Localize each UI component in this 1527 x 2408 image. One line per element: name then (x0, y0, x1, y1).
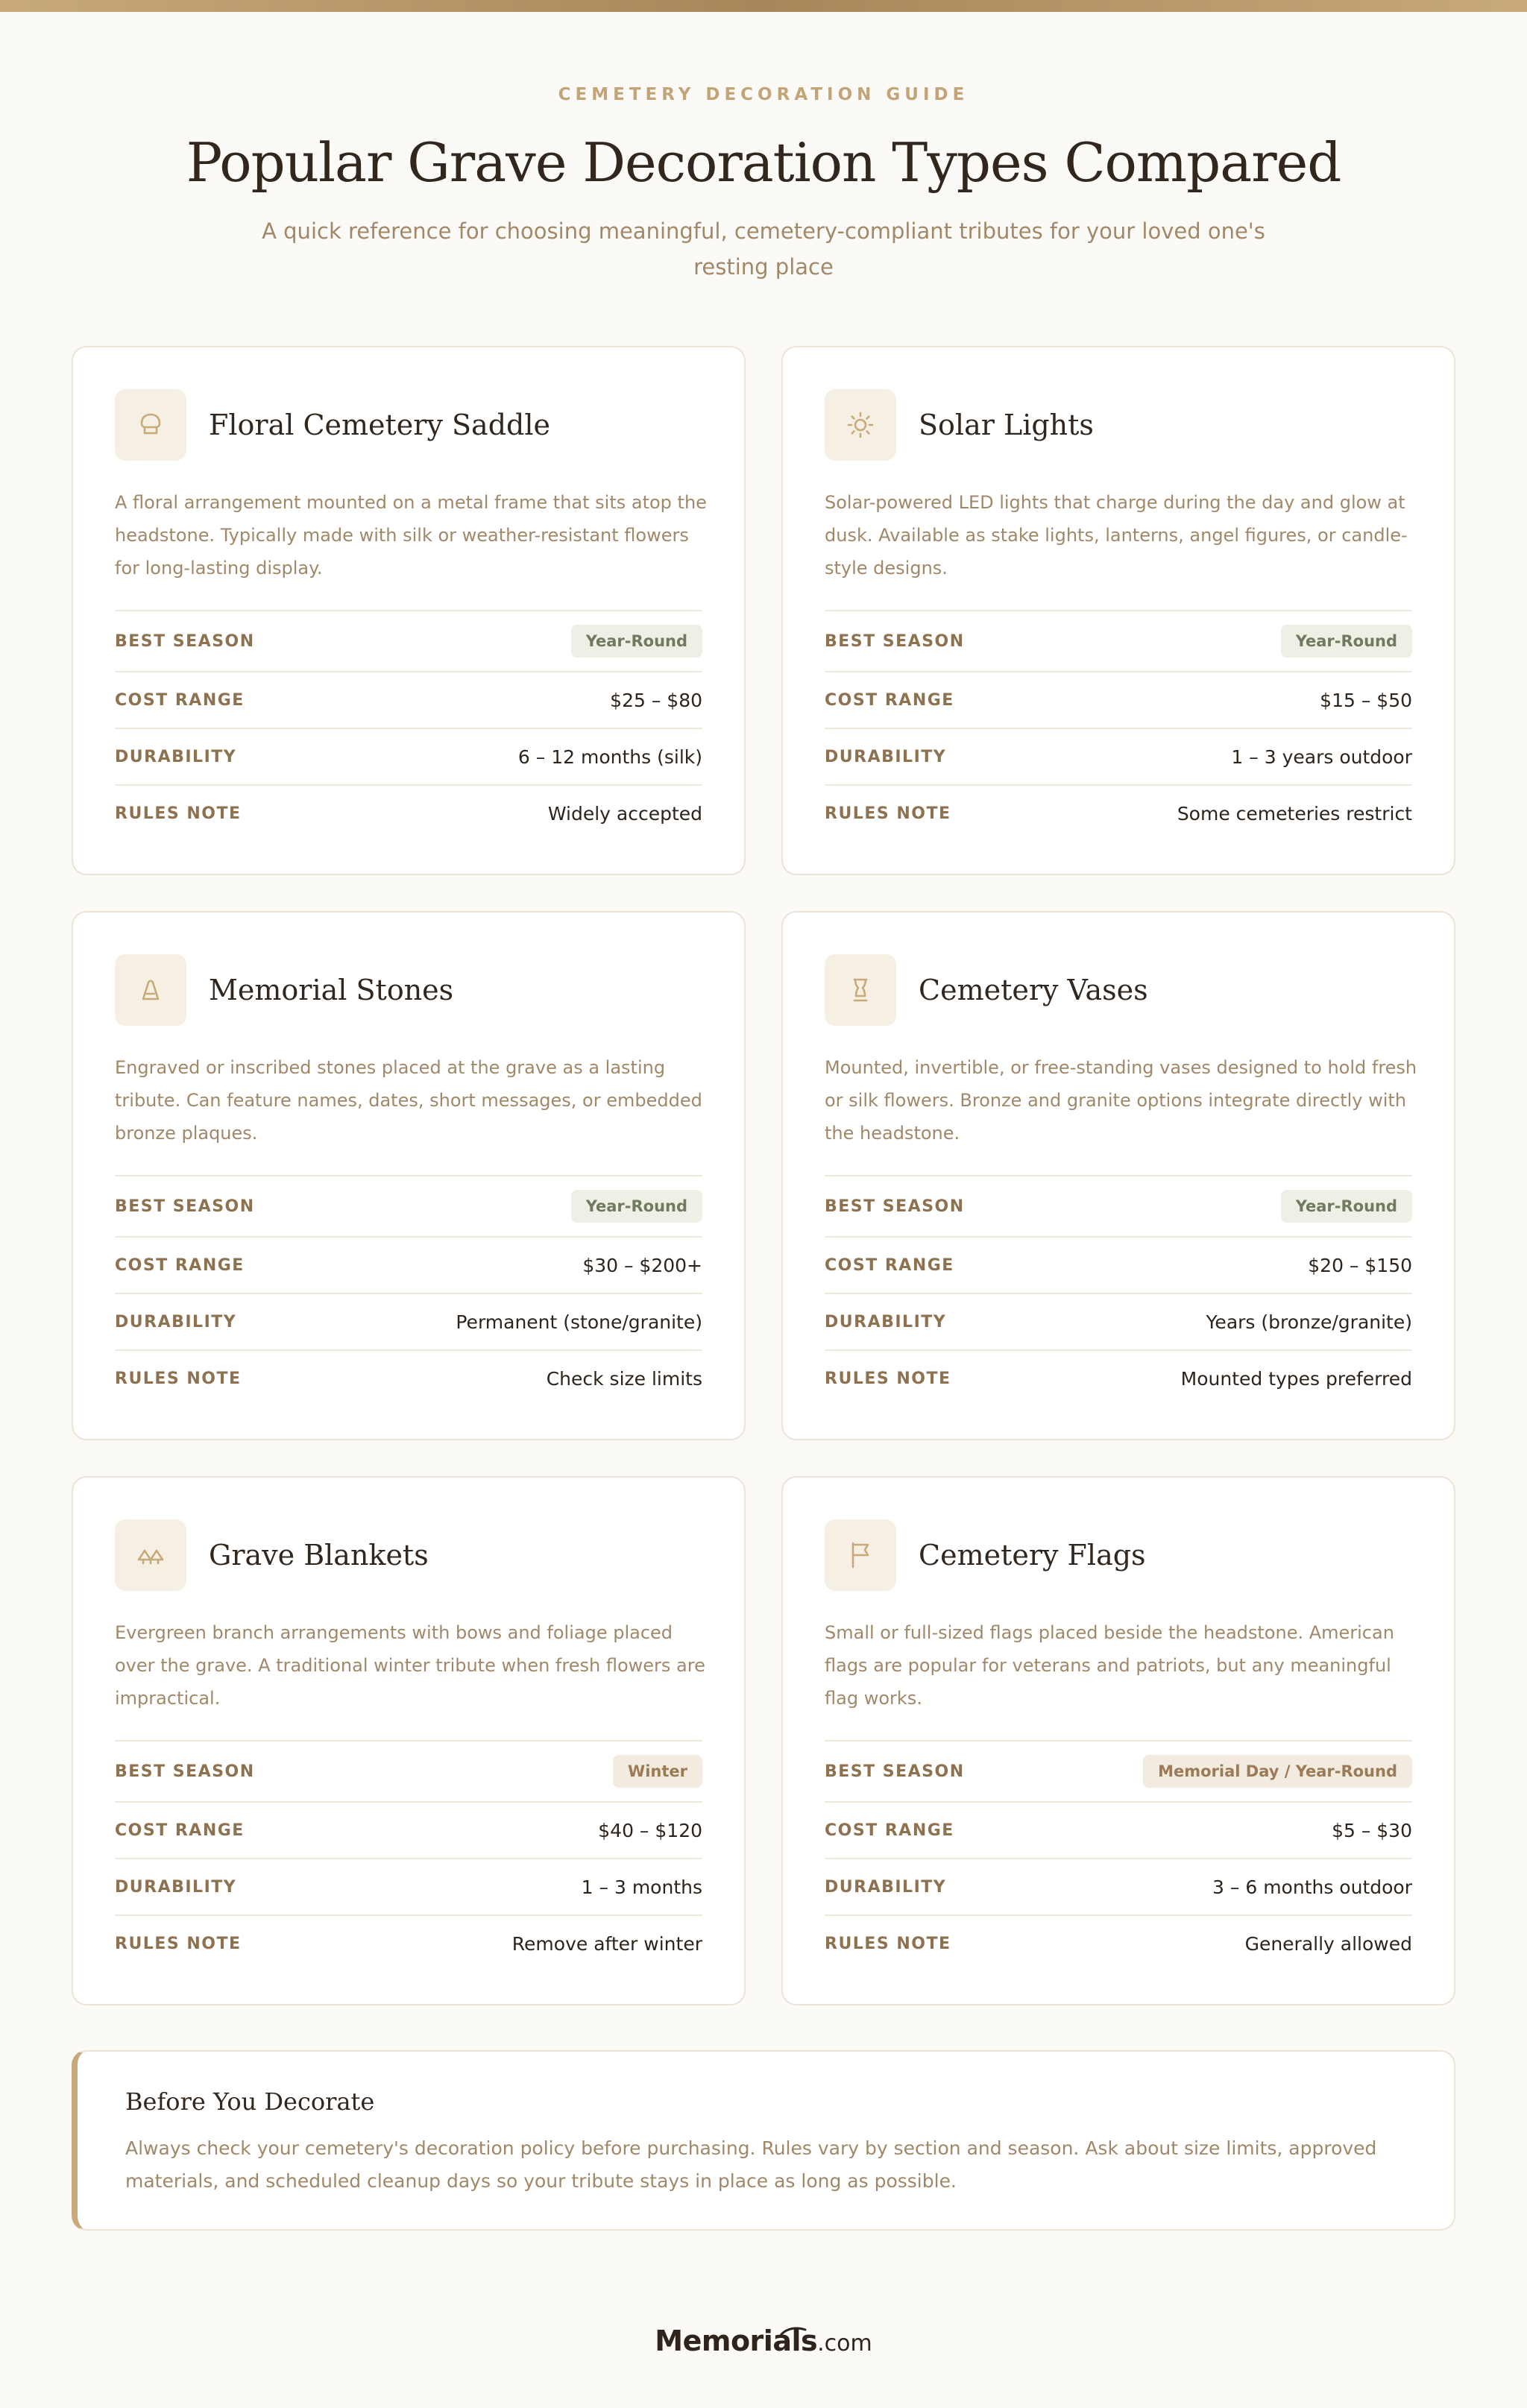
spec-row-cost (825, 672, 1412, 729)
spec-row-cost (825, 1803, 1412, 1859)
logo-wordmark: Memorials (655, 2325, 818, 2357)
spec-row-rules (825, 1351, 1412, 1406)
flag-icon (825, 1519, 896, 1591)
spec-label: RULES NOTE (825, 804, 951, 823)
spec-label: BEST SEASON (115, 1197, 255, 1216)
top-accent-bar (0, 0, 1527, 12)
spec-label: RULES NOTE (825, 1369, 951, 1388)
season-badge: Year-Round (571, 625, 702, 658)
card-header (825, 389, 1094, 461)
card-description: Small or full-sized flags placed beside the headstone. American flags are popular for veterans and patriots, but any meaningful flag works. (825, 1622, 1394, 1709)
cost-value: $40 – $120 (598, 1819, 702, 1841)
spec-label: DURABILITY (825, 1312, 947, 1331)
spec-row-cost (115, 1238, 702, 1294)
cost-value: $30 – $200+ (582, 1254, 702, 1276)
durability-value: 3 – 6 months outdoor (1212, 1876, 1412, 1898)
card-title: Cemetery Flags (919, 1539, 1146, 1572)
spec-row-cost (115, 672, 702, 729)
spec-label: COST RANGE (825, 690, 954, 710)
card-description: Mounted, invertible, or free-standing vases designed to hold fresh or silk flowers. Bronze and granite options integrate directly with the headstone. (825, 1057, 1417, 1144)
spec-row-rules (115, 1351, 702, 1406)
spec-table (115, 1175, 702, 1406)
spec-row-durability (115, 1294, 702, 1351)
spec-table (115, 1740, 702, 1971)
spec-table (825, 610, 1412, 841)
spec-label: DURABILITY (115, 1877, 237, 1897)
sun-icon (825, 389, 896, 461)
spec-row-rules (115, 786, 702, 841)
card-header (825, 1519, 1146, 1591)
spec-label: COST RANGE (115, 1821, 245, 1840)
season-badge: Year-Round (1281, 1190, 1412, 1223)
spec-label: COST RANGE (825, 1255, 954, 1275)
spec-row-durability (115, 1859, 702, 1916)
saddle-icon (115, 389, 186, 461)
spec-label: BEST SEASON (825, 1197, 965, 1216)
cost-value: $25 – $80 (610, 689, 702, 711)
cost-value: $15 – $50 (1320, 689, 1412, 711)
rules-value: Remove after winter (511, 1932, 702, 1955)
card-description: A floral arrangement mounted on a metal frame that sits atop the headstone. Typically made with silk or weather-resistant flowers for long-lasting display. (115, 492, 707, 579)
eyebrow: CEMETERY DECORATION GUIDE (558, 85, 969, 104)
spec-label: BEST SEASON (115, 631, 255, 651)
spec-row-rules (825, 786, 1412, 841)
card-cemetery-flags (781, 1476, 1455, 2005)
card-description: Evergreen branch arrangements with bows and foliage placed over the grave. A traditional winter tribute when fresh flowers are impractical. (115, 1622, 705, 1709)
card-title: Floral Cemetery Saddle (209, 409, 550, 441)
spec-label: BEST SEASON (825, 1762, 965, 1781)
spec-row-durability (825, 1859, 1412, 1916)
spec-row-cost (825, 1238, 1412, 1294)
spec-label: COST RANGE (825, 1821, 954, 1840)
durability-value: Permanent (stone/granite) (456, 1311, 702, 1333)
rules-value: Widely accepted (547, 802, 702, 825)
spec-row-season (825, 1176, 1412, 1238)
card-memorial-stones (72, 911, 746, 1440)
card-cemetery-vases (781, 911, 1455, 1440)
page-header (0, 85, 1527, 285)
durability-value: 1 – 3 years outdoor (1231, 746, 1412, 768)
rules-value: Mounted types preferred (1180, 1367, 1412, 1390)
spec-row-rules (825, 1916, 1412, 1971)
spec-label: RULES NOTE (115, 1369, 242, 1388)
card-title: Cemetery Vases (919, 974, 1148, 1006)
vase-icon (825, 954, 896, 1026)
card-floral-saddle (72, 346, 746, 875)
spec-label: DURABILITY (115, 747, 237, 766)
spec-label: RULES NOTE (825, 1934, 951, 1953)
cost-value: $5 – $30 (1332, 1819, 1412, 1841)
durability-value: Years (bronze/granite) (1206, 1311, 1412, 1333)
season-badge: Year-Round (571, 1190, 702, 1223)
card-header (115, 389, 550, 461)
logo-suffix: .com (817, 2330, 872, 2357)
spec-row-durability (825, 1294, 1412, 1351)
spec-row-durability (825, 729, 1412, 786)
card-title: Memorial Stones (209, 974, 454, 1006)
season-badge: Winter (613, 1755, 702, 1788)
page-title: Popular Grave Decoration Types Compared (186, 131, 1341, 194)
card-title: Solar Lights (919, 409, 1094, 441)
spec-row-season (825, 1742, 1412, 1803)
spec-row-rules (115, 1916, 702, 1971)
cost-value: $20 – $150 (1308, 1254, 1412, 1276)
spec-label: RULES NOTE (115, 804, 242, 823)
rules-value: Some cemeteries restrict (1177, 802, 1412, 825)
season-badge: Memorial Day / Year-Round (1143, 1755, 1412, 1788)
rules-value: Generally allowed (1244, 1932, 1412, 1955)
spec-label: COST RANGE (115, 1255, 245, 1275)
spec-row-season (115, 1742, 702, 1803)
before-you-decorate-note (72, 2050, 1455, 2231)
spec-row-durability (115, 729, 702, 786)
card-header (825, 954, 1148, 1026)
spec-table (825, 1175, 1412, 1406)
memorials-logo[interactable] (0, 2325, 1527, 2357)
card-description: Solar-powered LED lights that charge during the day and glow at dusk. Available as stake lights, lanterns, angel figures, or candle-style designs. (825, 492, 1408, 579)
spec-table (115, 610, 702, 841)
evergreen-icon (115, 1519, 186, 1591)
card-header (115, 1519, 429, 1591)
card-description: Engraved or inscribed stones placed at the grave as a lasting tribute. Can feature names, dates, short messages, or embedded bronze plaques. (115, 1057, 702, 1144)
card-grave-blankets (72, 1476, 746, 2005)
note-title: Before You Decorate (125, 2087, 375, 2116)
spec-table (825, 1740, 1412, 1971)
durability-value: 1 – 3 months (581, 1876, 702, 1898)
spec-label: DURABILITY (825, 1877, 947, 1897)
spec-label: RULES NOTE (115, 1934, 242, 1953)
spec-label: BEST SEASON (825, 631, 965, 651)
spec-label: DURABILITY (825, 747, 947, 766)
card-header (115, 954, 453, 1026)
stone-icon (115, 954, 186, 1026)
spec-row-season (115, 1176, 702, 1238)
season-badge: Year-Round (1281, 625, 1412, 658)
spec-label: BEST SEASON (115, 1762, 255, 1781)
card-title: Grave Blankets (209, 1539, 429, 1572)
spec-row-cost (115, 1803, 702, 1859)
rules-value: Check size limits (546, 1367, 702, 1390)
spec-row-season (115, 611, 702, 672)
durability-value: 6 – 12 months (silk) (517, 746, 702, 768)
page-subtitle: A quick reference for choosing meaningful, cemetery-compliant tributes for your loved one's resting place (262, 218, 1265, 280)
spec-row-season (825, 611, 1412, 672)
card-solar-lights (781, 346, 1455, 875)
spec-label: DURABILITY (115, 1312, 237, 1331)
note-body: Always check your cemetery's decoration policy before purchasing. Rules vary by section and season. Ask about size limits, approved materials, and scheduled cleanup days so your tribute stays in place as long as possible. (125, 2137, 1377, 2192)
spec-label: COST RANGE (115, 690, 245, 710)
